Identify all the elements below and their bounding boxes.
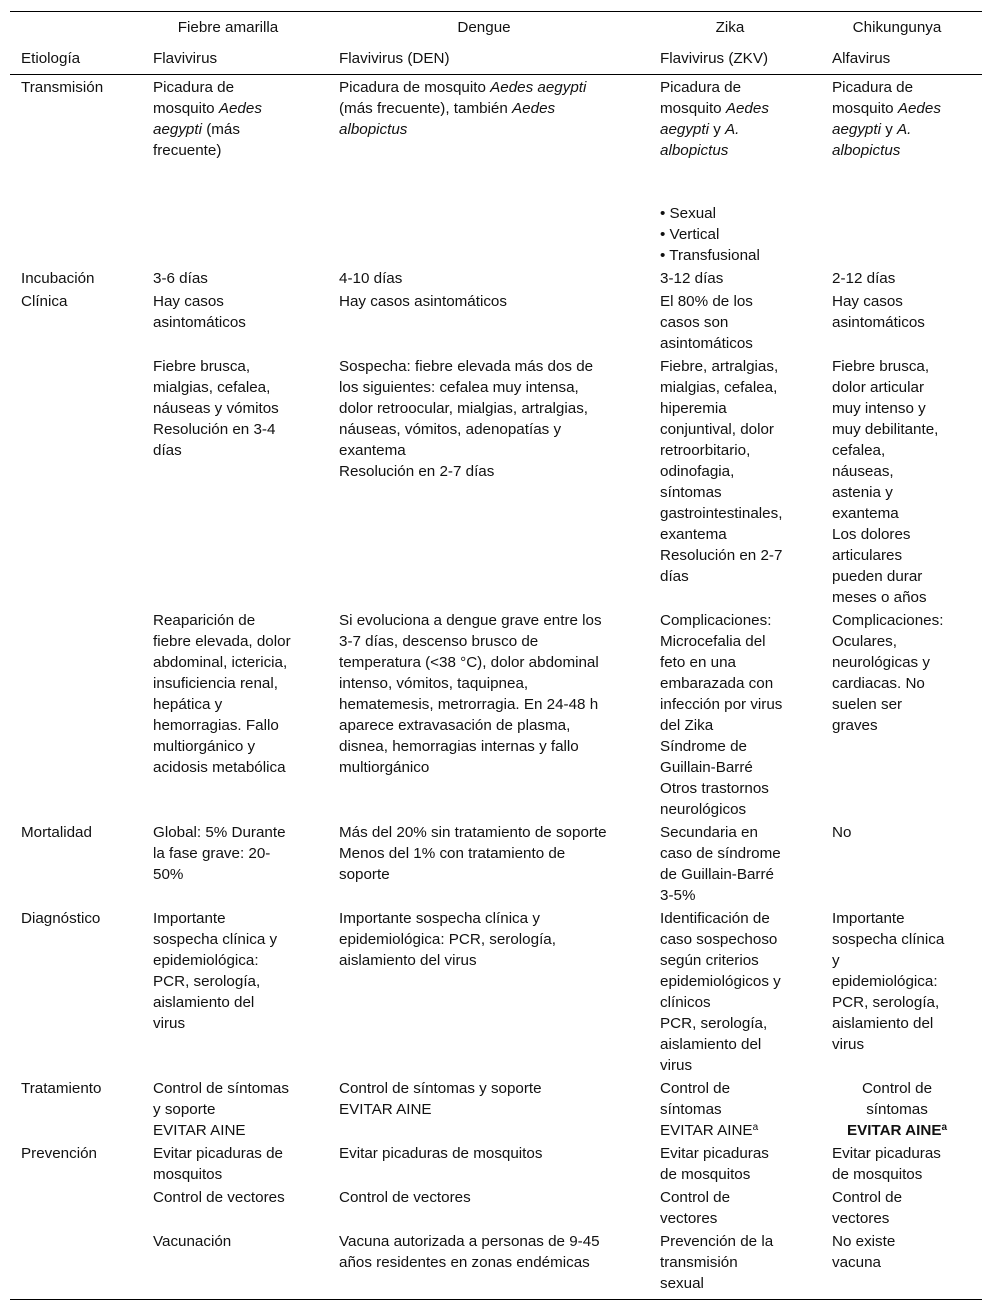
tratamiento-chikungunya <box>832 1078 962 1141</box>
clinica-asintomaticos-chikungunya <box>832 291 962 333</box>
text-line: Vacunación <box>153 1233 232 1250</box>
incubacion-zika: 3-12 días <box>660 270 724 287</box>
clinica-complicaciones-zika <box>660 610 800 820</box>
row-label-diagnostico: Diagnóstico <box>21 910 101 927</box>
text-line: Los dolores <box>832 526 911 543</box>
text-line: aislamiento del <box>660 1036 762 1053</box>
text-line: temperatura (<38 °C), dolor abdominal <box>339 654 599 671</box>
text-line: multiorgánico <box>339 759 430 776</box>
text-line: PCR, serología, <box>832 994 940 1011</box>
text-line: Reaparición de <box>153 612 256 629</box>
text-line: Picadura de <box>660 79 742 96</box>
text-line: días <box>660 568 689 585</box>
clinica-complicaciones-dengue <box>339 610 629 778</box>
text-line: epidemiológicos y <box>660 973 781 990</box>
clinica-asintomaticos-dengue <box>339 291 629 312</box>
text-line: mosquitos <box>153 1166 223 1183</box>
text-line: hiperemia <box>660 400 727 417</box>
text-line: síntomas <box>660 484 722 501</box>
header-zika: Zika <box>715 19 745 36</box>
text-line: sospecha clínica y <box>153 931 278 948</box>
tratamiento-dengue <box>339 1078 629 1120</box>
text-line: hematemesis, metrorragia. En 24-48 h <box>339 696 599 713</box>
text-line: retroorbitario, <box>660 442 751 459</box>
text-line: embarazada con <box>660 675 774 692</box>
text-line: hemorragias. Fallo <box>153 717 279 734</box>
text-line: Control de <box>660 1080 731 1097</box>
footnote-marker: a <box>941 1122 948 1133</box>
prevencion-vacuna-zika <box>660 1231 800 1294</box>
text-line: EVITAR AINE$^a$ <box>846 1122 948 1139</box>
text-line: Prevención de la <box>660 1233 774 1250</box>
text-line: del Zika <box>660 717 714 734</box>
text-line: náuseas y vómitos <box>153 400 279 417</box>
text-line: intenso, vómitos, taquipnea, <box>339 675 529 692</box>
prevencion-vectores-dengue <box>339 1187 629 1208</box>
text-line: Microcefalia del <box>660 633 766 650</box>
text-line: asintomáticos <box>832 314 925 331</box>
text-line: meses o años <box>832 589 927 606</box>
text-line: feto en una <box>660 654 737 671</box>
text-line: odinofagia, <box>660 463 735 480</box>
text-line: Identificación de <box>660 910 770 927</box>
row-label-transmision: Transmisión <box>21 79 104 96</box>
text-line: aegypti (más <box>153 121 240 138</box>
text-line: exantema <box>339 442 406 459</box>
transmision-chikungunya <box>832 77 962 161</box>
text-line: Control de vectores <box>153 1189 285 1206</box>
text-line: frecuente) <box>153 142 222 159</box>
text-line: neurológicas y <box>832 654 930 671</box>
text-line: Control de <box>660 1189 731 1206</box>
clinica-complicaciones-fiebre-amarilla <box>153 610 303 778</box>
text-line: Resolución en 2-7 <box>660 547 783 564</box>
text-line: neurológicos <box>660 801 747 818</box>
text-line: Picadura de <box>832 79 914 96</box>
text-line: pueden durar <box>832 568 923 585</box>
text-line: Control de vectores <box>339 1189 471 1206</box>
text-line: muy intenso y <box>832 400 926 417</box>
prevencion-picaduras-zika <box>660 1143 800 1185</box>
transmision-zika <box>660 77 800 161</box>
text-line: Vacuna autorizada a personas de 9-45 <box>339 1233 600 1250</box>
text-line: mosquito Aedes <box>660 100 769 117</box>
text-line: sexual <box>660 1275 704 1292</box>
text-line: PCR, serología, <box>153 973 261 990</box>
text-line: días <box>153 442 182 459</box>
bullet-item: • Transfusional <box>660 247 760 264</box>
text-line: Sospecha: fiebre elevada más dos de <box>339 358 594 375</box>
text-line: acidosis metabólica <box>153 759 286 776</box>
text-line: vectores <box>660 1210 718 1227</box>
text-line: albopictus <box>339 121 408 138</box>
text-line: dolor articular <box>832 379 925 396</box>
text-line: Control de <box>832 1189 903 1206</box>
text-line: caso sospechoso <box>660 931 778 948</box>
mortalidad-zika <box>660 822 800 906</box>
text-line: y soporte <box>153 1101 216 1118</box>
text-line: No <box>832 824 852 841</box>
text-line: aegypti y A. <box>660 121 740 138</box>
text-line: asintomáticos <box>660 335 753 352</box>
text-line: albopictus <box>832 142 901 159</box>
incubacion-dengue: 4-10 días <box>339 270 403 287</box>
text-line: asintomáticos <box>153 314 246 331</box>
text-line: disnea, hemorragias internas y fallo <box>339 738 579 755</box>
text-line: de mosquitos <box>832 1166 923 1183</box>
text-line: epidemiológica: PCR, serología, <box>339 931 556 948</box>
text-line: cefalea, <box>832 442 886 459</box>
text-line: casos son <box>660 314 729 331</box>
text-line: Picadura de mosquito Aedes aegypti <box>339 79 587 96</box>
text-line: cardiacas. No <box>832 675 925 692</box>
text-line: Resolución en 3-4 <box>153 421 276 438</box>
text-line: Menos del 1% con tratamiento de <box>339 845 566 862</box>
prevencion-picaduras-dengue <box>339 1143 629 1164</box>
text-line: Importante <box>153 910 226 927</box>
text-line: años residentes en zonas endémicas <box>339 1254 590 1271</box>
text-line: EVITAR AINE <box>153 1122 246 1139</box>
text-line: Complicaciones: <box>832 612 944 629</box>
footnote-marker: a <box>752 1122 759 1133</box>
table-bottom-rule <box>10 1299 982 1300</box>
clinica-sintomas-fiebre-amarilla <box>153 356 303 461</box>
row-label-tratamiento: Tratamiento <box>21 1080 102 1097</box>
text-line: El 80% de los <box>660 293 753 310</box>
text-line: Otros trastornos <box>660 780 769 797</box>
bullet-item: • Vertical <box>660 226 720 243</box>
text-line: caso de síndrome <box>660 845 781 862</box>
clinica-asintomaticos-zika <box>660 291 800 354</box>
text-line: aegypti y A. <box>832 121 912 138</box>
text-line: virus <box>660 1057 693 1074</box>
mortalidad-dengue <box>339 822 629 885</box>
text-line: síntomas <box>866 1101 928 1118</box>
row-label-incubacion: Incubación <box>21 270 95 287</box>
row-label-prevencion: Prevención <box>21 1145 97 1162</box>
text-line: Global: 5% Durante <box>153 824 286 841</box>
mortalidad-fiebre-amarilla <box>153 822 303 885</box>
text-line: virus <box>832 1036 865 1053</box>
text-line: aislamiento del virus <box>339 952 477 969</box>
prevencion-vectores-fiebre-amarilla <box>153 1187 303 1208</box>
text-line: Resolución en 2-7 días <box>339 463 495 480</box>
text-line: Complicaciones: <box>660 612 772 629</box>
prevencion-picaduras-chikungunya <box>832 1143 962 1185</box>
text-line: Oculares, <box>832 633 897 650</box>
etiologia-dengue: Flavivirus (DEN) <box>339 50 450 67</box>
bullet-item: • Sexual <box>660 205 716 222</box>
diagnostico-dengue <box>339 908 629 971</box>
text-line: gastrointestinales, <box>660 505 783 522</box>
text-line: insuficiencia renal, <box>153 675 278 692</box>
text-line: No existe <box>832 1233 896 1250</box>
text-line: Más del 20% sin tratamiento de soporte <box>339 824 607 841</box>
table-top-rule <box>10 11 982 12</box>
header-bottom-rule <box>10 74 982 75</box>
row-label-mortalidad: Mortalidad <box>21 824 92 841</box>
text-line: EVITAR AINE$^a$ <box>660 1122 759 1139</box>
prevencion-vacuna-chikungunya <box>832 1231 962 1273</box>
text-line: dolor retroocular, mialgias, artralgias, <box>339 400 589 417</box>
text-line: exantema <box>832 505 899 522</box>
incubacion-fiebre-amarilla: 3-6 días <box>153 270 208 287</box>
tratamiento-fiebre-amarilla <box>153 1078 303 1141</box>
etiologia-fiebre-amarilla: Flavivirus <box>153 50 218 67</box>
text-line: náuseas, vómitos, adenopatías y <box>339 421 562 438</box>
text-line: Importante <box>832 910 905 927</box>
text-line: vacuna <box>832 1254 881 1271</box>
text-line: exantema <box>660 526 727 543</box>
text-line: abdominal, ictericia, <box>153 654 288 671</box>
header-fiebre-amarilla: Fiebre amarilla <box>177 19 279 36</box>
text-line: aislamiento del <box>832 1015 934 1032</box>
prevencion-vacuna-fiebre-amarilla <box>153 1231 303 1252</box>
mortalidad-chikungunya <box>832 822 962 843</box>
text-line: Control de síntomas <box>153 1080 289 1097</box>
text-line: epidemiológica: <box>832 973 938 990</box>
incubacion-chikungunya: 2-12 días <box>832 270 896 287</box>
text-line: muy debilitante, <box>832 421 939 438</box>
clinica-asintomaticos-fiebre-amarilla <box>153 291 303 333</box>
tratamiento-zika <box>660 1078 800 1141</box>
clinica-sintomas-dengue <box>339 356 629 482</box>
header-chikungunya: Chikungunya <box>852 19 942 36</box>
text-line: Control de síntomas y soporte <box>339 1080 542 1097</box>
diagnostico-fiebre-amarilla <box>153 908 303 1034</box>
text-line: soporte <box>339 866 390 883</box>
text-line: 50% <box>153 866 184 883</box>
header-dengue: Dengue <box>457 19 511 36</box>
text-line: Control de <box>861 1080 933 1097</box>
row-label-clinica: Clínica <box>21 293 68 310</box>
text-line: clínicos <box>660 994 711 1011</box>
text-line: 3-5% <box>660 887 696 904</box>
text-line: Fiebre brusca, <box>832 358 930 375</box>
text-line: (más frecuente), también Aedes <box>339 100 556 117</box>
text-line: Evitar picaduras <box>660 1145 769 1162</box>
text-line: virus <box>153 1015 186 1032</box>
text-line: Hay casos <box>153 293 224 310</box>
diagnostico-chikungunya <box>832 908 962 1055</box>
text-line: Evitar picaduras <box>832 1145 941 1162</box>
text-line: 3-7 días, descenso brusco de <box>339 633 539 650</box>
etiologia-chikungunya: Alfavirus <box>832 50 891 67</box>
text-line: fiebre elevada, dolor <box>153 633 291 650</box>
row-label-etiologia: Etiología <box>21 50 81 67</box>
diagnostico-zika <box>660 908 800 1076</box>
text-line: mialgias, cefalea, <box>153 379 271 396</box>
prevencion-vacuna-dengue <box>339 1231 629 1273</box>
text-line: hepática y <box>153 696 223 713</box>
prevencion-vectores-chikungunya <box>832 1187 962 1229</box>
text-line: EVITAR AINE <box>339 1101 432 1118</box>
text-line: de Guillain-Barré <box>660 866 774 883</box>
text-line: sospecha clínica <box>832 931 945 948</box>
text-line: Síndrome de <box>660 738 747 755</box>
text-line: articulares <box>832 547 903 564</box>
clinica-complicaciones-chikungunya <box>832 610 962 736</box>
text-line: la fase grave: 20- <box>153 845 271 862</box>
text-line: transmisión <box>660 1254 738 1271</box>
text-line: Hay casos <box>832 293 903 310</box>
text-line: mialgias, cefalea, <box>660 379 778 396</box>
transmision-fiebre-amarilla <box>153 77 303 161</box>
text-line: aparece extravasación de plasma, <box>339 717 571 734</box>
text-line: Evitar picaduras de mosquitos <box>339 1145 543 1162</box>
text-line: de mosquitos <box>660 1166 751 1183</box>
text-line: Hay casos asintomáticos <box>339 293 507 310</box>
text-line: Fiebre, artralgias, <box>660 358 779 375</box>
prevencion-picaduras-fiebre-amarilla <box>153 1143 303 1185</box>
prevencion-vectores-zika <box>660 1187 800 1229</box>
text-line: infección por virus <box>660 696 783 713</box>
text-line: vectores <box>832 1210 890 1227</box>
text-line: Si evoluciona a dengue grave entre los <box>339 612 602 629</box>
transmision-dengue <box>339 77 629 140</box>
text-line: graves <box>832 717 878 734</box>
text-line: mosquito Aedes <box>153 100 262 117</box>
text-line: Picadura de <box>153 79 235 96</box>
text-line: Secundaria en <box>660 824 758 841</box>
text-line: Evitar picaduras de <box>153 1145 284 1162</box>
clinica-sintomas-zika <box>660 356 800 587</box>
text-line: epidemiológica: <box>153 952 259 969</box>
clinica-sintomas-chikungunya <box>832 356 962 608</box>
text-line: suelen ser <box>832 696 903 713</box>
text-line: náuseas, <box>832 463 894 480</box>
text-line: síntomas <box>660 1101 722 1118</box>
text-line: Importante sospecha clínica y <box>339 910 540 927</box>
transmision-zika-otras-vias <box>660 203 800 266</box>
text-line: mosquito Aedes <box>832 100 941 117</box>
text-line: aislamiento del <box>153 994 255 1011</box>
text-line: los siguientes: cefalea muy intensa, <box>339 379 579 396</box>
text-line: Fiebre brusca, <box>153 358 251 375</box>
text-line: y <box>832 952 840 969</box>
text-line: Guillain-Barré <box>660 759 753 776</box>
text-line: PCR, serología, <box>660 1015 768 1032</box>
text-line: astenia y <box>832 484 893 501</box>
text-line: multiorgánico y <box>153 738 256 755</box>
text-line: según criterios <box>660 952 759 969</box>
etiologia-zika: Flavivirus (ZKV) <box>660 50 769 67</box>
text-line: conjuntival, dolor <box>660 421 774 438</box>
text-line: albopictus <box>660 142 729 159</box>
